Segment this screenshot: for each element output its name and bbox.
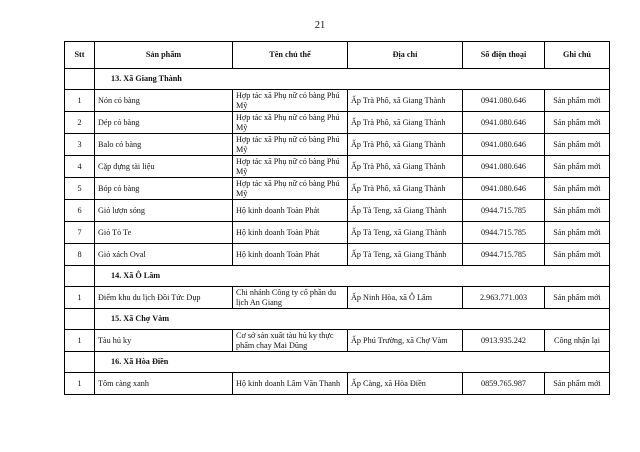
section-title: 15. Xã Chợ Vàm	[95, 309, 610, 330]
cell-product: Bóp cỏ bàng	[95, 178, 233, 200]
cell-phone: 0941.080.646	[463, 112, 545, 134]
section-row	[65, 69, 610, 90]
section-spacer	[65, 309, 95, 330]
table-row	[65, 178, 610, 200]
cell-note: Sản phẩm mới	[545, 90, 610, 112]
cell-owner: Hộ kinh doanh Toàn Phát	[233, 200, 348, 222]
cell-note: Sản phẩm mới	[545, 222, 610, 244]
table-row	[65, 200, 610, 222]
cell-phone: 0944.715.785	[463, 222, 545, 244]
cell-address: Ấp Tà Teng, xã Giang Thành	[348, 200, 463, 222]
cell-owner: Hợp tác xã Phụ nữ cỏ bàng Phú Mỹ	[233, 178, 348, 200]
section-spacer	[65, 266, 95, 287]
table-row	[65, 134, 610, 156]
cell-note: Sản phẩm mới	[545, 244, 610, 266]
table-row	[65, 156, 610, 178]
cell-stt: 2	[65, 112, 95, 134]
cell-address: Ấp Trà Phô, xã Giang Thành	[348, 156, 463, 178]
cell-phone: 0941.080.646	[463, 90, 545, 112]
cell-stt: 1	[65, 330, 95, 352]
cell-address: Ấp Trà Phô, xã Giang Thành	[348, 134, 463, 156]
table-row	[65, 330, 610, 352]
section-title: 13. Xã Giang Thành	[95, 69, 610, 90]
table-row	[65, 287, 610, 309]
table-row	[65, 90, 610, 112]
cell-phone: 0941.080.646	[463, 134, 545, 156]
cell-address: Ấp Càng, xã Hòa Điền	[348, 373, 463, 395]
table-row	[65, 373, 610, 395]
section-spacer	[65, 352, 95, 373]
cell-owner: Hợp tác xã Phụ nữ cỏ bàng Phú Mỹ	[233, 90, 348, 112]
header-address: Địa chỉ	[348, 42, 463, 69]
table-row	[65, 112, 610, 134]
header-phone: Số điện thoại	[463, 42, 545, 69]
cell-product: Giỏ Tò Te	[95, 222, 233, 244]
cell-address: Ấp Phú Trường, xã Chợ Vàm	[348, 330, 463, 352]
cell-phone: 0913.935.242	[463, 330, 545, 352]
cell-note: Sản phẩm mới	[545, 373, 610, 395]
header-note: Ghi chú	[545, 42, 610, 69]
cell-address: Ấp Trà Phô, xã Giang Thành	[348, 112, 463, 134]
section-title: 14. Xã Ô Lâm	[95, 266, 610, 287]
cell-owner: Hộ kinh doanh Toàn Phát	[233, 244, 348, 266]
cell-owner: Hộ kinh doanh Lâm Văn Thanh	[233, 373, 348, 395]
table-row	[65, 222, 610, 244]
cell-note: Sản phẩm mới	[545, 178, 610, 200]
cell-phone: 0859.765.987	[463, 373, 545, 395]
cell-product: Giỏ xách Oval	[95, 244, 233, 266]
section-row	[65, 266, 610, 287]
cell-stt: 5	[65, 178, 95, 200]
cell-product: Cặp đựng tài liệu	[95, 156, 233, 178]
cell-owner: Hợp tác xã Phụ nữ cỏ bàng Phú Mỹ	[233, 134, 348, 156]
cell-product: Tôm càng xanh	[95, 373, 233, 395]
section-spacer	[65, 69, 95, 90]
cell-phone: 0944.715.785	[463, 200, 545, 222]
cell-stt: 8	[65, 244, 95, 266]
section-row	[65, 352, 610, 373]
cell-note: Sản phẩm mới	[545, 112, 610, 134]
cell-note: Sản phẩm mới	[545, 200, 610, 222]
cell-address: Ấp Ninh Hòa, xã Ô Lâm	[348, 287, 463, 309]
cell-phone: 0941.080.646	[463, 156, 545, 178]
cell-owner: Hợp tác xã Phụ nữ cỏ bàng Phú Mỹ	[233, 112, 348, 134]
page-number: 21	[314, 20, 326, 31]
cell-product: Nón cỏ bàng	[95, 90, 233, 112]
section-row	[65, 309, 610, 330]
cell-product: Điểm khu du lịch Đồi Tức Dụp	[95, 287, 233, 309]
cell-address: Ấp Tà Teng, xã Giang Thành	[348, 222, 463, 244]
cell-stt: 4	[65, 156, 95, 178]
cell-phone: 0944.715.785	[463, 244, 545, 266]
cell-note: Công nhận lại	[545, 330, 610, 352]
product-table	[64, 41, 610, 395]
header-product: Sản phẩm	[95, 42, 233, 69]
cell-phone: 0941.080.646	[463, 178, 545, 200]
cell-stt: 6	[65, 200, 95, 222]
table-row	[65, 244, 610, 266]
cell-address: Ấp Trà Phô, xã Giang Thành	[348, 178, 463, 200]
table-body	[65, 69, 610, 395]
cell-note: Sản phẩm mới	[545, 156, 610, 178]
cell-stt: 1	[65, 287, 95, 309]
header-owner: Tên chủ thể	[233, 42, 348, 69]
header-stt: Stt	[65, 42, 95, 69]
cell-owner: Hộ kinh doanh Toàn Phát	[233, 222, 348, 244]
cell-stt: 3	[65, 134, 95, 156]
cell-product: Tàu hủ ky	[95, 330, 233, 352]
cell-address: Ấp Trà Phô, xã Giang Thành	[348, 90, 463, 112]
cell-phone: 2.963.771.003	[463, 287, 545, 309]
table-header	[65, 42, 610, 69]
cell-stt: 1	[65, 90, 95, 112]
cell-product: Dép cỏ bàng	[95, 112, 233, 134]
cell-owner: Hợp tác xã Phụ nữ cỏ bàng Phú Mỹ	[233, 156, 348, 178]
cell-address: Ấp Tà Teng, xã Giang Thành	[348, 244, 463, 266]
cell-product: Balo cỏ bàng	[95, 134, 233, 156]
header-row	[65, 42, 610, 69]
cell-stt: 7	[65, 222, 95, 244]
cell-owner: Cơ sở sản xuất tàu hủ ky thực phẩm chay Mai Dũng	[233, 330, 348, 352]
cell-owner: Chi nhánh Công ty cổ phần du lịch An Giang	[233, 287, 348, 309]
cell-note: Sản phẩm mới	[545, 287, 610, 309]
cell-note: Sản phẩm mới	[545, 134, 610, 156]
cell-product: Giỏ lượn sóng	[95, 200, 233, 222]
cell-stt: 1	[65, 373, 95, 395]
section-title: 16. Xã Hòa Điền	[95, 352, 610, 373]
